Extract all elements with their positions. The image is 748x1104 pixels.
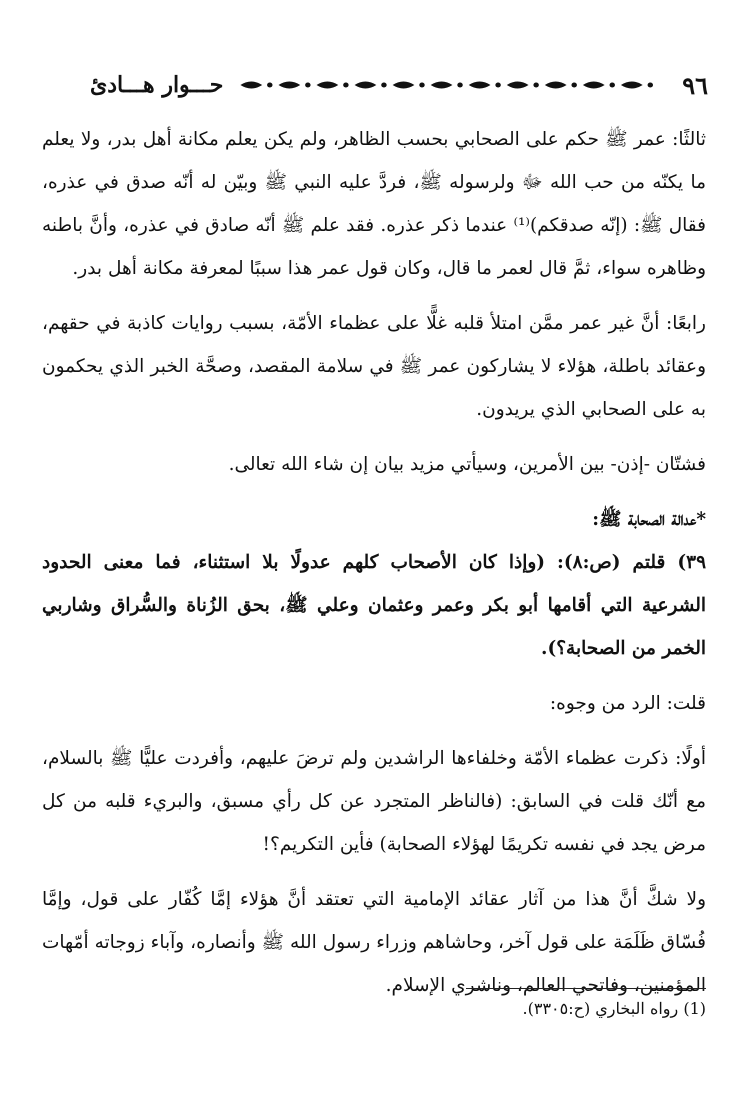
paragraph-conclusion: فشتّان -إذن- بين الأمرين، وسيأتي مزيد بيان إن شاء الله تعالى. <box>228 454 706 475</box>
paragraph-thirdly: ثالثًا: عمر ﷺ حكم على الصحابي بحسب الظاهر، ولم يكن يعلم مكانة أهل بدر، ولا يعلم ما يكنّه من حب الله ﷻ ولرسوله ﷺ، فردَّ عليه النبي ﷺ وبيّن له أنّه صدق في عذره، فقال ﷺ: (إنّه صدقكم)⁽¹⁾ عندما ذكر عذره. فقد علم ﷺ أنّه صادق في عذره، وأنَّ باطنه وظاهره سواء، ثمَّ قال لعمر ما قال، وكان قول عمر هذا سببًا لمعرفة مكانة أهل بدر. <box>42 129 706 279</box>
paragraph-no-doubt: ولا شكَّ أنَّ هذا من آثار عقائد الإمامية التي تعتقد أنَّ هؤلاء إمَّا كُفّار على قول، وإمَّا فُسّاق ظَلَمَة على قول آخر، وحاشاهم وزراء رسول الله ﷺ وأنصاره، وآباء زوجاته أمّهات المؤمنين، وفاتحي العالم، وناشري الإسلام. <box>42 889 706 996</box>
page-number: ٩٦ <box>682 70 708 100</box>
question-39: ٣٩) قلتم (ص:٨): (وإذا كان الأصحاب كلهم عدولًا بلا استثناء، فما معنى الحدود الشرعية التي أقامها أبو بكر وعمر وعثمان وعلي ﷺ، بحق الزُناة والسُّراق وشاربي الخمر من الصحابة؟). <box>42 552 707 659</box>
reply-intro: قلت: الرد من وجوه: <box>549 693 706 714</box>
section-heading: *عدالة الصحابة ﷺ: <box>592 509 706 530</box>
book-title: حـــوار هـــادئ <box>90 72 224 98</box>
paragraph-firstly: أولًا: ذكرت عظماء الأمّة وخلفاءها الراشدين ولم ترضَ عليهم، وأفردت عليًّا ﷺ بالسلام، مع أنّك قلت في السابق: (فالناظر المتجرد عن كل رأي مسبق، والبريء قلبه من كل مرض يجد في نفسه تكريمًا لهؤلاء الصحابة) فأين التكريم؟! <box>42 748 706 855</box>
page-header <box>90 70 708 100</box>
footnote-divider <box>466 988 706 989</box>
header-ornament <box>235 76 670 94</box>
body-text <box>42 118 706 1007</box>
paragraph-fourthly: رابعًا: أنَّ غير عمر ممَّن امتلأ قلبه غلًّا على عظماء الأمّة، بسبب روايات كاذبة في حقهم، وعقائد باطلة، هؤلاء لا يشاركون عمر ﷺ في سلامة المقصد، وصحَّة الخبر الذي يحكمون به على الصحابي الذي يريدون. <box>42 313 706 420</box>
footnote: (1) رواه البخاري (ح:٣٣٠٥). <box>522 999 706 1018</box>
